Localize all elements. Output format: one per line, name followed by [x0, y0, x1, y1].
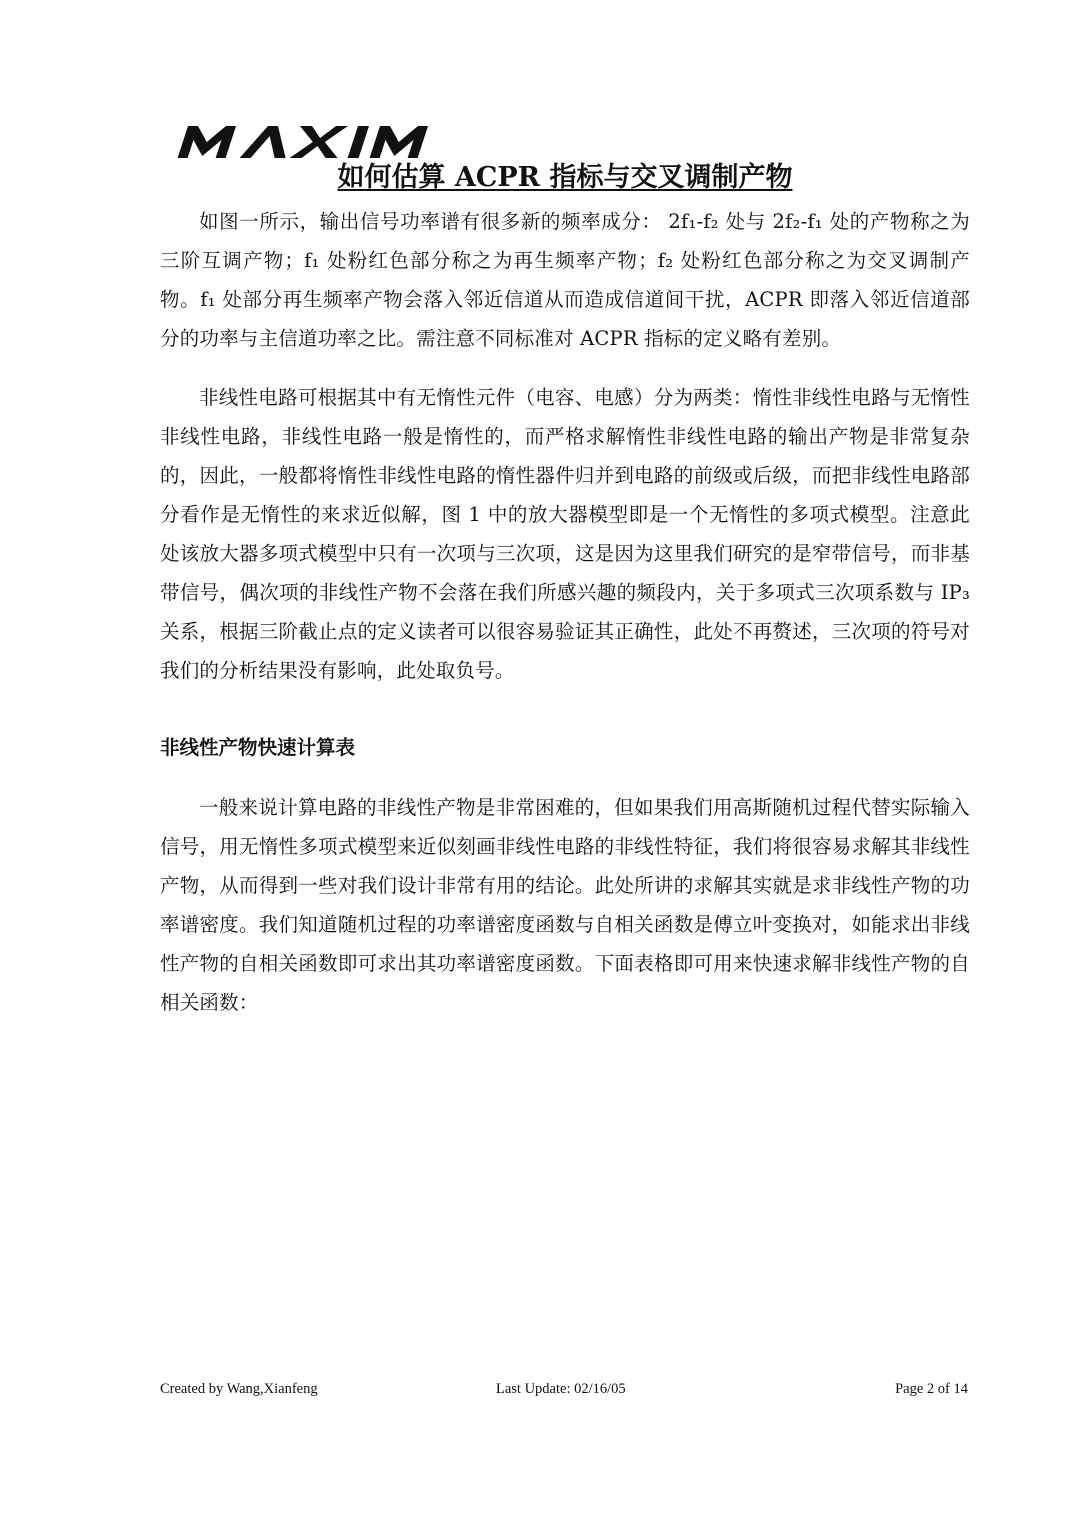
section-heading: 非线性产物快速计算表 [160, 736, 356, 759]
maxim-logo-icon [176, 126, 452, 158]
maxim-logo [176, 126, 452, 158]
paragraph-nonlinear-circuits: 非线性电路可根据其中有无惰性元件（电容、电感）分为两类：惰性非线性电路与无惰性非线性电路，非线性电路一般是惰性的，而严格求解惰性非线性电路的输出产物是非常复杂的，因此，一般都将惰性非线性电路的惰性器件归并到电路的前级或后级，而把非线性电路部分看作是无惰性的来求近似解，图 1 中的放大器模型即是一个无惰性的多项式模型。注意此处该放大器多项式模型中只有一次项与三次项，这是因为这里我们研究的是窄带信号，而非基带信号，偶次项的非线性产物不会落在我们所感兴趣的频段内，关于多项式三次项系数与 IP₃ 关系，根据三阶截止点的定义读者可以很容易验证其正确性，此处不再赘述，三次项的符号对我们的分析结果没有影响，此处取负号。 [160, 386, 970, 682]
footer-created-by: Created by Wang,Xianfeng [160, 1381, 318, 1397]
document-title: 如何估算 ACPR 指标与交叉调制产物 [337, 162, 793, 193]
footer-page-number: Page 2 of 14 [895, 1381, 968, 1397]
paragraph-acpr-intro: 如图一所示，输出信号功率谱有很多新的频率成分： 2f₁-f₂ 处与 2f₂-f₁ 处的产物称之为三阶互调产物；f₁ 处粉红色部分称之为再生频率产物；f₂ 处粉红色部分称之为交叉调制产物。f₁ 处部分再生频率产物会落入邻近信道从而造成信道间干扰，ACPR 即落入邻近信道部分的功率与主信道功率之比。需注意不同标准对 ACPR 指标的定义略有差别。 [160, 210, 970, 350]
footer-last-update: Last Update: 02/16/05 [496, 1381, 626, 1397]
paragraph-gaussian-method: 一般来说计算电路的非线性产物是非常困难的，但如果我们用高斯随机过程代替实际输入信号，用无惰性多项式模型来近似刻画非线性电路的非线性特征，我们将很容易求解其非线性产物，从而得到一些对我们设计非常有用的结论。此处所讲的求解其实就是求非线性产物的功率谱密度。我们知道随机过程的功率谱密度函数与自相关函数是傅立叶变换对，如能求出非线性产物的自相关函数即可求出其功率谱密度函数。下面表格即可用来快速求解非线性产物的自相关函数： [160, 796, 970, 1014]
